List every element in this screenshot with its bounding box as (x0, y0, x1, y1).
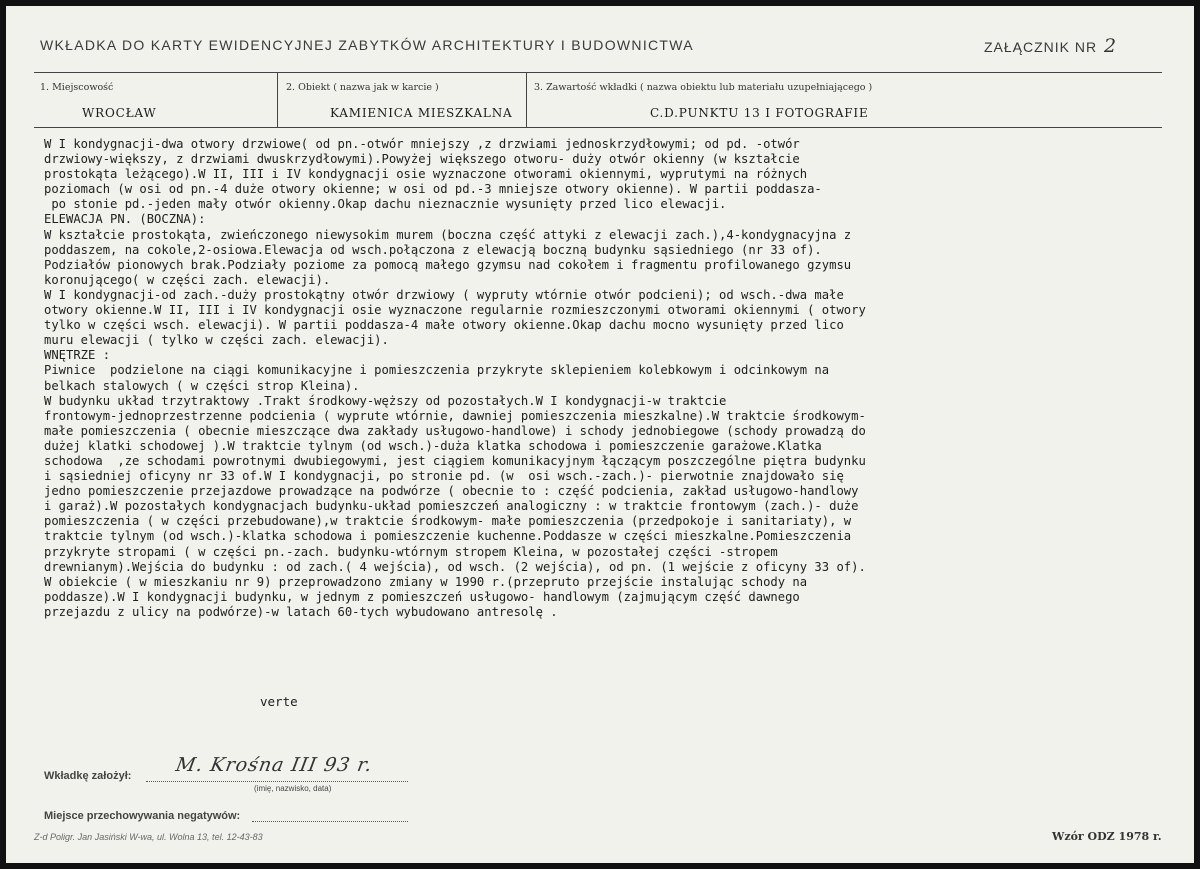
description-line: i sąsiedniej oficyny nr 33 of.W I kondygnacji, po stronie pd. (w osi wsch.-zach.)- pierwotnie znajdowało się (44, 469, 844, 484)
locality-value: WROCŁAW (82, 106, 157, 120)
description-line: otwory okienne.W II, III i IV kondygnacji osie wyznaczone regularnie rozmieszczonymi otworami okiennymi ( otwory (44, 303, 866, 318)
description-line: koronującego( w części zach. elewacji). (44, 272, 331, 287)
description-line: drewnianym).Wejścia do budynku : od zach.( 4 wejścia), od wsch. (2 wejścia), od pn. (1 wejście z oficyny 33 of). (44, 559, 866, 574)
contents-value: C.D.PUNKTU 13 I FOTOGRAFIE (650, 106, 869, 120)
object-label: 2. Obiekt ( nazwa jak w karcie ) (286, 82, 439, 93)
author-sublabel: (imię, nazwisko, data) (254, 784, 332, 793)
printer-imprint: Z-d Poligr. Jan Jasiński W-wa, ul. Wolna 13, tel. 12-43-83 (34, 832, 263, 842)
description-line: Piwnice podzielone na ciągi komunikacyjne i pomieszczenia przykryte sklepieniem kolebkowym i odcinkowym na (44, 363, 830, 378)
description-text (44, 137, 1164, 620)
description-line: przejazdu z ulicy na podwórze)-w latach 60-tych wybudowano antresolę . (44, 604, 558, 619)
annex-number-label (984, 35, 1117, 57)
negatives-dotted-line (252, 821, 408, 822)
description-line: po stonie pd.-jeden mały otwór okienny.Okap dachu nieznacznie wysunięty przed lico elewacji. (44, 197, 727, 212)
description-line: poddasze).W I kondygnacji budynku, w jednym z pomieszczeń usługowo- handlowym (zajmującym część dawnego (44, 589, 800, 604)
description-line: W obiekcie ( w mieszkaniu nr 9) przeprowadzono zmiany w 1990 r.(przepruto przejście instalując schody na (44, 574, 808, 589)
contents-label: 3. Zawartość wkładki ( nazwa obiektu lub materiału uzupełniającego ) (534, 82, 873, 93)
inventory-card-insert (6, 6, 1194, 863)
author-dotted-line (146, 781, 408, 782)
description-line: małe pomieszczenia ( obecnie mieszczące dwa zakłady usługowo-handlowe) i schody jednobiegowe (schody prowadzą do (44, 423, 866, 438)
form-title: WKŁADKA DO KARTY EWIDENCYJNEJ ZABYTKÓW ARCHITEKTURY I BUDOWNICTWA (40, 37, 694, 53)
description-line: frontowym-jednoprzestrzenne podcienia ( wyprute wtórnie, dawniej pomieszczenia mieszkalne).W traktcie środkowym- (44, 408, 866, 423)
description-line: prostokąta leżącego).W II, III i IV kondygnacji osie wyznaczone otworami okiennymi, wyprutymi na różnych (44, 167, 808, 182)
description-line: dużej klatki schodowej ).W traktcie tylnym (od wsch.)-duża klatka schodowa i pomieszczenie garażowe.Klatka (44, 438, 822, 453)
header-bottom-rule (34, 127, 1162, 128)
field-divider-2 (526, 72, 527, 128)
description-line: traktcie tylnym (od wsch.)-klatka schodowa i pomieszczenie kuchenne.Poddasze w części mieszkalne.Pomieszczenia (44, 529, 852, 544)
annex-number: 2 (1104, 35, 1118, 57)
description-line: przykryte stropami ( w części pn.-zach. budynku-wtórnym stropem Kleina, w pozostałej części -stropem (44, 544, 778, 559)
description-line: ELEWACJA PN. (BOCZNA): (44, 212, 206, 227)
header-top-rule (34, 72, 1162, 73)
description-line: Podziałów pionowych brak.Podziały poziome za pomocą małego gzymsu nad cokołem i fragmentu profilowanego gzymsu (44, 257, 852, 272)
description-line: drzwiowy-większy, z drzwiami dwuskrzydłowymi).Powyżej większego otworu- duży otwór okienny (w kształcie (44, 152, 800, 167)
description-line: W budynku układ trzytraktowy .Trakt środkowy-węższy od pozostałych.W I kondygnacji-w traktcie (44, 393, 727, 408)
locality-label: 1. Miejscowość (40, 82, 114, 93)
description-line: belkach stalowych ( w części strop Kleina). (44, 378, 360, 393)
field-divider-1 (277, 72, 278, 128)
object-value: KAMIENICA MIESZKALNA (330, 106, 513, 120)
description-line: WNĘTRZE : (44, 348, 111, 363)
form-code: Wzór ODZ 1978 r. (1052, 830, 1162, 843)
description-line: muru elewacji ( tylko w części zach. elewacji). (44, 333, 389, 348)
description-line: W I kondygnacji-od zach.-duży prostokątny otwór drzwiowy ( wypruty wtórnie otwór podcieni); od wsch.-dwa małe (44, 287, 844, 302)
description-line: poziomach (w osi od pn.-4 duże otwory okienne; w osi od pd.-3 mniejsze otwory okienne). W partii poddasza- (44, 182, 822, 197)
description-line: schodowa ,ze schodami powrotnymi dwubiegowymi, jest ciągiem komunikacyjnym łączącym poszczególne piętra budynku (44, 453, 866, 468)
author-label: Wkładkę założył: (44, 770, 132, 782)
description-line: poddaszem, na cokole,2-osiowa.Elewacja od wsch.połączona z elewacją boczną budynku sąsiedniego (nr 33 of). (44, 242, 822, 257)
description-line: tylko w części wsch. elewacji). W partii poddasza-4 małe otwory okienne.Okap dachu mocno wysunięty przed lico (44, 318, 844, 333)
negatives-label: Miejsce przechowywania negatywów: (44, 810, 241, 822)
verte-note: verte (260, 694, 298, 709)
handwritten-signature: M. Krośna III 93 r. (174, 754, 375, 776)
description-line: i garaż).W pozostałych kondygnacjach budynku-układ pomieszczeń analogiczny : w traktcie frontowym (zach.)- duże (44, 499, 859, 514)
description-line: pomieszczenia ( w części przebudowane),w traktcie środkowym- małe pomieszczenia (przedpokoje i sanitariaty), w (44, 514, 852, 529)
description-line: W I kondygnacji-dwa otwory drzwiowe( od pn.-otwór mniejszy ,z drzwiami jednoskrzydłowymi; od pd. -otwór (44, 137, 800, 151)
annex-label: ZAŁĄCZNIK NR (984, 39, 1098, 55)
description-line: W kształcie prostokąta, zwieńczonego niewysokim murem (boczna część attyki z elewacji zach.),4-kondygnacyjna z (44, 227, 852, 242)
description-line: jedno pomieszczenie przejazdowe prowadzące na podwórze ( obecnie to : część podcienia, zakład usługowo-handlowy (44, 484, 859, 499)
